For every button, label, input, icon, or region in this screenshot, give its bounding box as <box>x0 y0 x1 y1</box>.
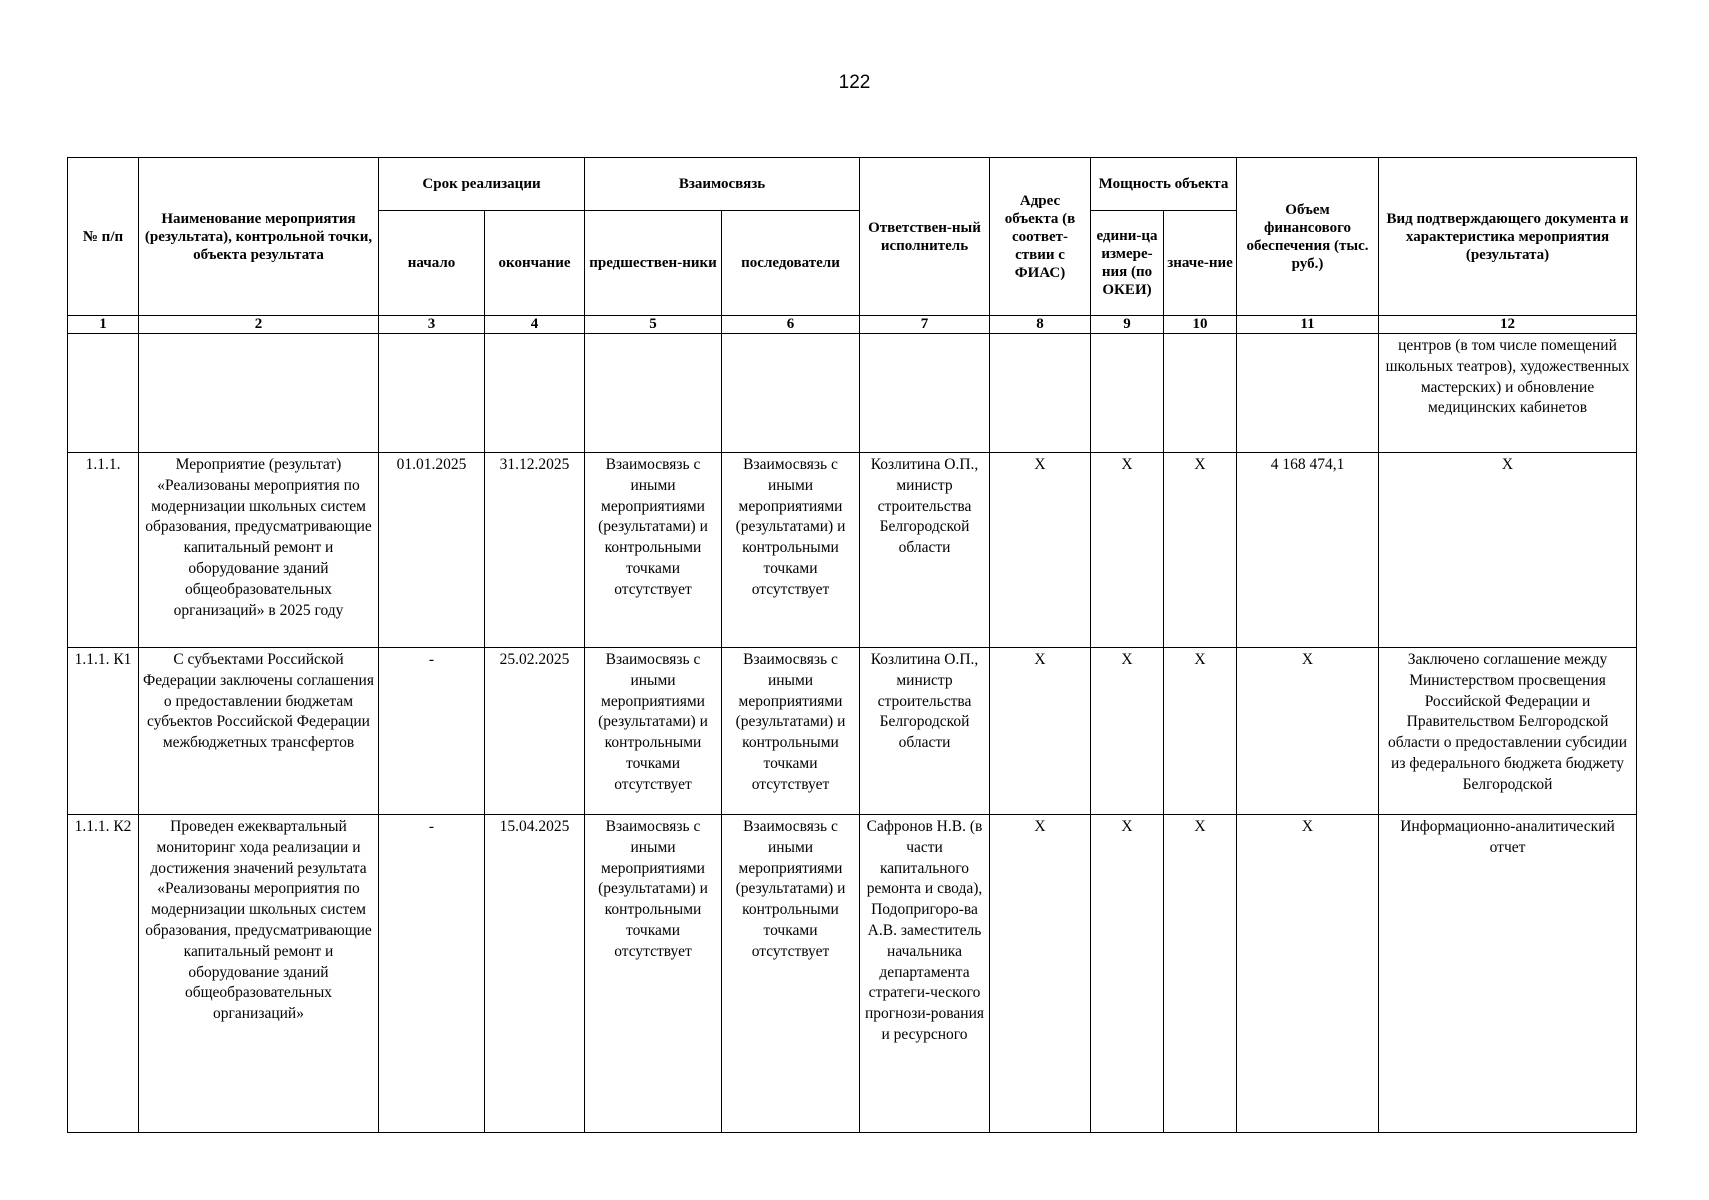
continuation-doc: центров (в том числе помещений школьных театров), художественных мастерских) и обновление медицинских кабинетов <box>1379 334 1637 453</box>
header-num: № п/п <box>68 158 139 316</box>
column-number: 3 <box>379 316 485 334</box>
column-number: 11 <box>1237 316 1379 334</box>
row-name: С субъектами Российской Федерации заключены соглашения о предоставлении бюджетам субъектов Российской Федерации межбюджетных трансфертов <box>139 648 379 815</box>
header-value: значе-ние <box>1164 211 1237 316</box>
row-start: - <box>379 815 485 1133</box>
column-number: 1 <box>68 316 139 334</box>
row-num: 1.1.1. К2 <box>68 815 139 1133</box>
column-number: 6 <box>722 316 860 334</box>
table-row <box>68 648 1637 815</box>
row-document: Заключено соглашение между Министерством просвещения Российской Федерации и Правительством Белгородской области о предоставлении субсидии из федерального бюджета бюджету Белгородской <box>1379 648 1637 815</box>
table-row <box>68 453 1637 648</box>
row-start: 01.01.2025 <box>379 453 485 648</box>
row-financing: 4 168 474,1 <box>1237 453 1379 648</box>
row-unit: X <box>1091 648 1164 815</box>
column-number: 10 <box>1164 316 1237 334</box>
measures-table <box>67 157 1637 1133</box>
page-number: 122 <box>838 72 871 93</box>
row-value: X <box>1164 815 1237 1133</box>
column-number: 12 <box>1379 316 1637 334</box>
row-address: X <box>990 815 1091 1133</box>
row-value: X <box>1164 453 1237 648</box>
row-num: 1.1.1. К1 <box>68 648 139 815</box>
row-start: - <box>379 648 485 815</box>
row-successors: Взаимосвязь с иными мероприятиями (результатами) и контрольными точками отсутствует <box>722 648 860 815</box>
continuation-row <box>68 334 1637 453</box>
header-address: Адрес объекта (в соответ-ствии с ФИАС) <box>990 158 1091 316</box>
header-successors: последователи <box>722 211 860 316</box>
row-end: 15.04.2025 <box>485 815 585 1133</box>
row-value: X <box>1164 648 1237 815</box>
row-predecessors: Взаимосвязь с иными мероприятиями (результатами) и контрольными точками отсутствует <box>585 815 722 1133</box>
header-row-top <box>68 158 1637 211</box>
row-address: X <box>990 648 1091 815</box>
row-predecessors: Взаимосвязь с иными мероприятиями (результатами) и контрольными точками отсутствует <box>585 648 722 815</box>
column-number: 5 <box>585 316 722 334</box>
header-document: Вид подтверждающего документа и характеристика мероприятия (результата) <box>1379 158 1637 316</box>
header-unit: едини-ца измере-ния (по ОКЕИ) <box>1091 211 1164 316</box>
row-successors: Взаимосвязь с иными мероприятиями (результатами) и контрольными точками отсутствует <box>722 815 860 1133</box>
header-name: Наименование мероприятия (результата), контрольной точки, объекта результата <box>139 158 379 316</box>
header-capacity: Мощность объекта <box>1091 158 1237 211</box>
row-predecessors: Взаимосвязь с иными мероприятиями (результатами) и контрольными точками отсутствует <box>585 453 722 648</box>
row-responsible: Сафронов Н.В. (в части капитального ремонта и свода), Подопригоро-ва А.В. заместитель начальника департамента стратеги-ческого прогнози-рования и ресурсного <box>860 815 990 1133</box>
column-number: 8 <box>990 316 1091 334</box>
row-address: X <box>990 453 1091 648</box>
row-num: 1.1.1. <box>68 453 139 648</box>
row-document: Информационно-аналитический отчет <box>1379 815 1637 1133</box>
header-start: начало <box>379 211 485 316</box>
column-number: 2 <box>139 316 379 334</box>
row-name: Мероприятие (результат) «Реализованы мероприятия по модернизации школьных систем образования, предусматривающие капитальный ремонт и оборудование зданий общеобразовательных организаций» в 2025 году <box>139 453 379 648</box>
column-number-row <box>68 316 1637 334</box>
row-responsible: Козлитина О.П., министр строительства Белгородской области <box>860 453 990 648</box>
row-financing: X <box>1237 648 1379 815</box>
row-document: X <box>1379 453 1637 648</box>
row-unit: X <box>1091 815 1164 1133</box>
header-financing: Объем финансового обеспечения (тыс. руб.) <box>1237 158 1379 316</box>
row-successors: Взаимосвязь с иными мероприятиями (результатами) и контрольными точками отсутствует <box>722 453 860 648</box>
header-link: Взаимосвязь <box>585 158 860 211</box>
row-responsible: Козлитина О.П., министр строительства Белгородской области <box>860 648 990 815</box>
header-term: Срок реализации <box>379 158 585 211</box>
row-financing: X <box>1237 815 1379 1133</box>
column-number: 7 <box>860 316 990 334</box>
header-responsible: Ответствен-ный исполнитель <box>860 158 990 316</box>
column-number: 9 <box>1091 316 1164 334</box>
row-name: Проведен ежеквартальный мониторинг хода реализации и достижения значений результата «Реализованы мероприятия по модернизации школьных систем образования, предусматривающие капитальный ремонт и оборудование зданий общеобразовательных организаций» <box>139 815 379 1133</box>
row-end: 25.02.2025 <box>485 648 585 815</box>
header-predecessors: предшествен-ники <box>585 211 722 316</box>
row-end: 31.12.2025 <box>485 453 585 648</box>
column-number: 4 <box>485 316 585 334</box>
table-row <box>68 815 1637 1133</box>
row-unit: X <box>1091 453 1164 648</box>
header-end: окончание <box>485 211 585 316</box>
